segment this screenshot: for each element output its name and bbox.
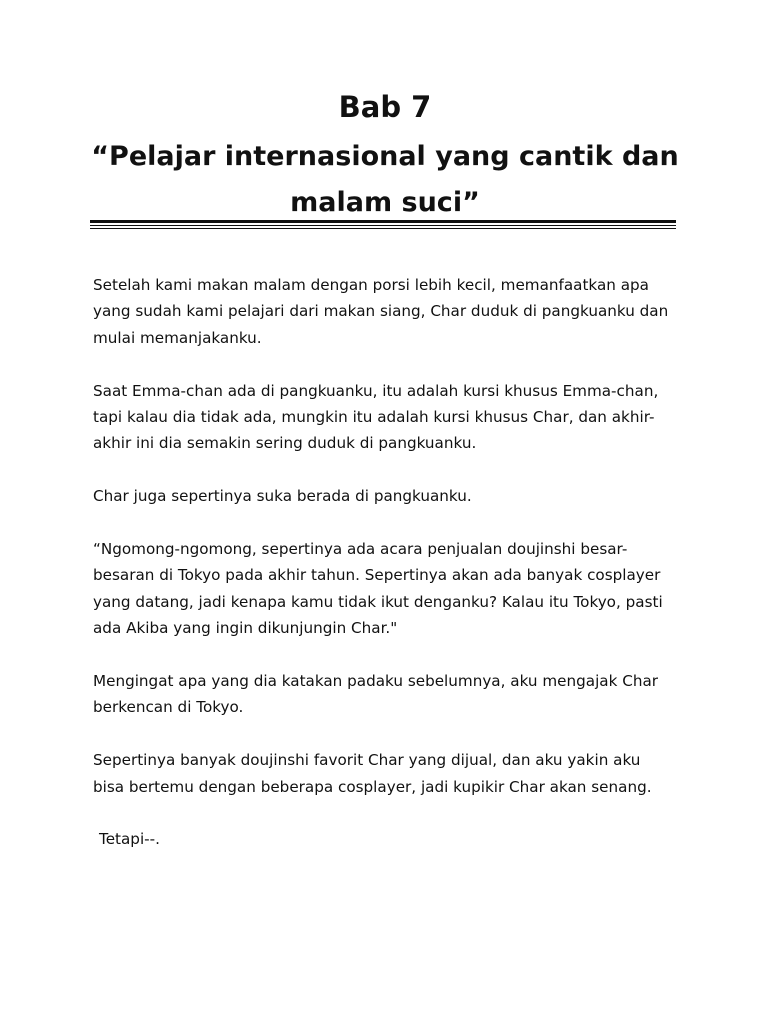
chapter-title-line-1: “Pelajar internasional yang cantik dan	[91, 141, 679, 172]
chapter-title	[80, 134, 690, 226]
paragraph-2: Saat Emma-chan ada di pangkuanku, itu adalah kursi khusus Emma-chan, tapi kalau dia tidak ada, mungkin itu adalah kursi khusus Char, dan akhir-akhir ini dia semakin sering duduk di pangkuanku.	[93, 381, 659, 453]
title-divider-thin-line-2	[90, 228, 676, 229]
title-divider	[90, 220, 676, 229]
chapter-header	[80, 86, 690, 226]
chapter-number: Bab 7	[338, 90, 432, 124]
paragraph-7: Tetapi--.	[99, 830, 160, 849]
paragraph-4: “Ngomong-ngomong, sepertinya ada acara penjualan doujinshi besar-besaran di Tokyo pada akhir tahun. Sepertinya akan ada banyak cosplayer yang datang, jadi kenapa kamu tidak ikut denganku? Kalau itu Tokyo, pasti ada Akiba yang ingin dikunjungin Char."	[93, 540, 663, 638]
chapter-title-line-2: malam suci”	[290, 187, 480, 218]
paragraph-1: Setelah kami makan malam dengan porsi lebih kecil, memanfaatkan apa yang sudah kami pelajari dari makan siang, Char duduk di pangkuanku dan mulai memanjakanku.	[93, 276, 669, 347]
chapter-body	[93, 272, 675, 879]
title-divider-thin-line	[90, 225, 676, 226]
paragraph-3: Char juga sepertinya suka berada di pangkuanku.	[93, 487, 472, 506]
paragraph-6: Sepertinya banyak doujinshi favorit Char yang dijual, dan aku yakin aku bisa bertemu dengan beberapa cosplayer, jadi kupikir Char akan senang.	[93, 751, 652, 796]
paragraph-5: Mengingat apa yang dia katakan padaku sebelumnya, aku mengajak Char berkencan di Tokyo.	[93, 672, 658, 717]
title-divider-thick-line	[90, 220, 676, 223]
